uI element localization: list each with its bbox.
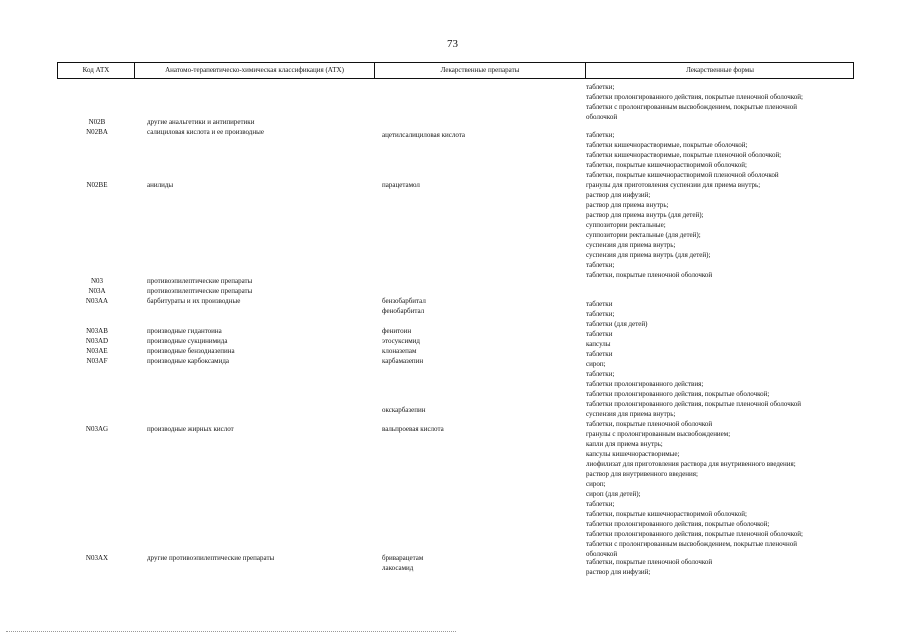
dosage-form: таблетки кишечнорастворимые, покрытые пленочной оболочкой; (586, 151, 782, 159)
atx-code: N03AX (85, 554, 109, 562)
dosage-form: таблетки; (586, 500, 615, 508)
atx-class-name: другие анальгетики и антипиретики (147, 118, 255, 126)
dosage-form: таблетки, покрытые пленочной оболочкой (586, 558, 713, 566)
dosage-form: таблетки, покрытые кишечнорастворимой оболочкой; (586, 510, 747, 518)
dosage-form: таблетки; (586, 83, 615, 91)
drug-name: вальпроевая кислота (382, 425, 444, 433)
dosage-form: сироп; (586, 480, 606, 488)
dosage-form: таблетки (586, 300, 613, 308)
atx-code: N03AD (85, 337, 109, 345)
dosage-form: таблетки; (586, 370, 615, 378)
dosage-form: капли для приема внутрь; (586, 440, 663, 448)
dosage-form: раствор для инфузий; (586, 568, 651, 576)
page-number: 73 (447, 38, 458, 50)
dosage-form: таблетки пролонгированного действия; (586, 380, 704, 388)
dosage-form: суппозитории ректальные (для детей); (586, 231, 701, 239)
atx-code: N03AE (86, 347, 108, 355)
dosage-form: таблетки (586, 330, 613, 338)
drug-name: фенитоин (382, 327, 412, 335)
atx-code: N02BE (86, 181, 108, 189)
dosage-form: таблетки (586, 350, 613, 358)
dosage-form: оболочкой (586, 113, 618, 121)
atx-class-name: противоэпилептические препараты (147, 277, 253, 285)
dosage-form: таблетки; (586, 261, 615, 269)
atx-class-name: другие противоэпилептические препараты (147, 554, 275, 562)
dosage-form: раствор для внутривенного введения; (586, 470, 698, 478)
drug-name: бриварацетам (382, 554, 424, 562)
header-code: Код АТХ (58, 63, 135, 78)
drug-name: фенобарбитал (382, 307, 425, 315)
dosage-form: оболочкой (586, 550, 618, 558)
drug-name: ацетилсалициловая кислота (382, 131, 466, 139)
drug-name: этосуксимид (382, 337, 420, 345)
dosage-form: таблетки (для детей) (586, 320, 648, 328)
atx-class-name: производные карбоксамида (147, 357, 230, 365)
atx-class-name: производные бензодиазепина (147, 347, 235, 355)
table-header (57, 62, 854, 79)
dosage-form: капсулы кишечнорастворимые; (586, 450, 680, 458)
atx-class-name: анилиды (147, 181, 174, 189)
dosage-form: таблетки кишечнорастворимые, покрытые оболочкой; (586, 141, 748, 149)
dosage-form: сироп; (586, 360, 606, 368)
dosage-form: лиофилизат для приготовления раствора для внутривенного введения; (586, 460, 796, 468)
dosage-form: суспензия для приема внутрь; (586, 241, 676, 249)
dosage-form: раствор для инфузий; (586, 191, 651, 199)
dosage-form: таблетки пролонгированного действия, покрытые пленочной оболочкой; (586, 93, 803, 101)
drug-name: лакосамид (382, 564, 414, 572)
dosage-form: таблетки, покрытые кишечнорастворимой оболочкой; (586, 161, 747, 169)
dosage-form: таблетки; (586, 310, 615, 318)
dosage-form: таблетки с пролонгированным высвобождением, покрытые пленочной (586, 103, 797, 111)
atx-class-name: противоэпилептические препараты (147, 287, 253, 295)
atx-class-name: производные гидантоина (147, 327, 222, 335)
atx-class-name: барбитураты и их производные (147, 297, 241, 305)
dosage-form: суспензия для приема внутрь; (586, 410, 676, 418)
atx-code: N03AF (86, 357, 108, 365)
atx-code: N02BA (86, 128, 108, 136)
atx-code: N03A (88, 287, 106, 295)
scan-artifact-line (6, 631, 456, 633)
header-forms: Лекарственные формы (686, 66, 754, 74)
dosage-form: таблетки, покрытые кишечнорастворимой пленочной оболочкой (586, 171, 779, 179)
header-classification: Анатомо-терапевтическо-химическая классификация (АТХ) (135, 63, 375, 78)
drug-name: карбамазепин (382, 357, 424, 365)
dosage-form: раствор для приема внутрь; (586, 201, 669, 209)
drug-name: окскарбазепин (382, 406, 426, 414)
header-drugs: Лекарственные препараты (375, 63, 586, 78)
dosage-form: капсулы (586, 340, 611, 348)
atx-class-name: салициловая кислота и ее производные (147, 128, 264, 136)
drug-name: бензобарбитал (382, 297, 426, 305)
atx-code: N03AG (85, 425, 109, 433)
atx-class-name: производные сукцинимида (147, 337, 228, 345)
dosage-form: таблетки, покрытые пленочной оболочкой (586, 420, 713, 428)
drug-name: парацетамол (382, 181, 420, 189)
dosage-form: сироп (для детей); (586, 490, 641, 498)
atx-code: N03AA (85, 297, 109, 305)
dosage-form: таблетки с пролонгированным высвобождением, покрытые пленочной (586, 540, 797, 548)
dosage-form: таблетки пролонгированного действия, покрытые пленочной оболочкой (586, 400, 802, 408)
dosage-form: таблетки пролонгированного действия, покрытые оболочкой; (586, 520, 770, 528)
drug-name: клоназепам (382, 347, 417, 355)
atx-code: N03 (90, 277, 104, 285)
dosage-form: таблетки пролонгированного действия, покрытые оболочкой; (586, 390, 770, 398)
dosage-form: таблетки; (586, 131, 615, 139)
dosage-form: таблетки пролонгированного действия, покрытые пленочной оболочкой; (586, 530, 803, 538)
dosage-form: раствор для приема внутрь (для детей); (586, 211, 704, 219)
dosage-form: суспензия для приема внутрь (для детей); (586, 251, 711, 259)
dosage-form: таблетки, покрытые пленочной оболочкой (586, 271, 713, 279)
atx-code: N02B (88, 118, 106, 126)
atx-class-name: производные жирных кислот (147, 425, 234, 433)
dosage-form: суппозитории ректальные; (586, 221, 666, 229)
atx-code: N03AB (86, 327, 108, 335)
dosage-form: гранулы для приготовления суспензии для приема внутрь; (586, 181, 761, 189)
dosage-form: гранулы с пролонгированным высвобождением; (586, 430, 731, 438)
